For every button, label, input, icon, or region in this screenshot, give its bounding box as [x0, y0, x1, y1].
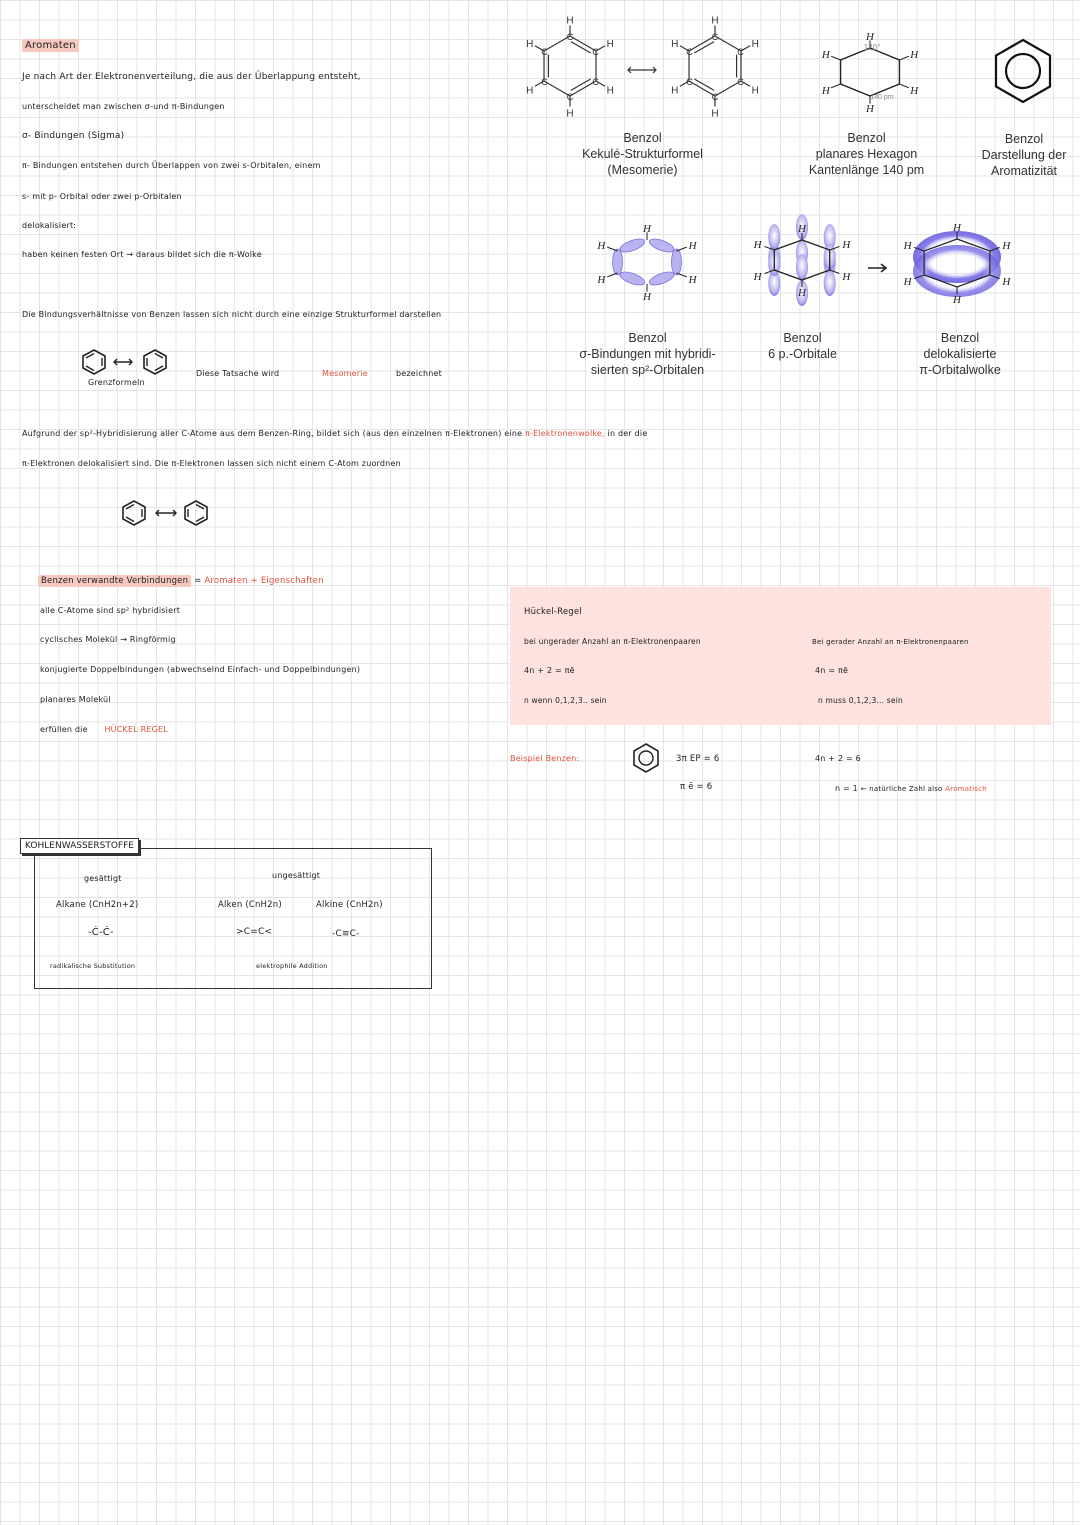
aromaticity-figure [990, 38, 1056, 104]
caption-kekule: Benzol Kekulé-Strukturformel (Mesomerie) [582, 131, 703, 177]
page-title: Aromaten [22, 40, 79, 52]
atom-h: H [842, 239, 851, 251]
atom-c: C [686, 77, 693, 87]
atom-h: H [671, 38, 679, 50]
huckel-title: Hückel-Regel [524, 607, 582, 617]
atom-h: H [688, 239, 697, 252]
note-line: haben keinen festen Ort → daraus bildet sich die π-Wolke [22, 250, 262, 259]
caption-porbitals: Benzol 6 p.-Orbitale [768, 331, 837, 361]
sigma-bond-figure [585, 212, 710, 312]
alkene-formula: Alken (CnH2n) [218, 900, 282, 910]
atom-h: H [671, 85, 679, 97]
p-orbital-lobe [796, 254, 808, 280]
atom-c: C [711, 32, 719, 42]
section-heading: Benzen verwandte Verbindungen = Aromaten + Eigenschaften [38, 575, 324, 587]
atom-c: C [737, 77, 744, 87]
mesomerie-term: Mesomerie [322, 369, 368, 378]
atom-h: H [842, 271, 851, 283]
ch-bond [899, 84, 908, 88]
length-label: 140 pm [870, 94, 894, 101]
atom-h: H [597, 239, 606, 252]
atom-h: H [903, 276, 912, 288]
bond [544, 36, 570, 51]
ch-bond [676, 273, 686, 277]
p-orbital-lobe [768, 224, 780, 250]
atom-c: C [566, 92, 574, 102]
atom-h: H [643, 222, 651, 235]
ch-bond [831, 84, 840, 88]
atom-h: H [821, 85, 830, 97]
double-bond [571, 79, 591, 90]
caption-aromaticity: Benzol Darstellung der Aromatizität [981, 132, 1067, 178]
ch-bond [899, 56, 908, 60]
atom-h: H [910, 49, 919, 61]
property-item: alle C-Atome sind sp² hybridisiert [40, 606, 181, 615]
double-bond [571, 42, 591, 53]
radical-substitution: radikalische Substitution [50, 962, 136, 970]
atom-h: H [753, 271, 762, 283]
beispiel-n: n = 1 ← natürliche Zahl also Aromatisch [835, 784, 987, 793]
atom-h: H [597, 274, 606, 287]
atom-h: H [866, 103, 874, 115]
huckel-even-formula: 4n = πē [815, 666, 849, 675]
benzene-resonance-sketch [118, 497, 213, 529]
sigma-orbital [613, 249, 623, 275]
beispiel-calc: 4n + 2 = 6 [815, 754, 861, 763]
atom-h: H [821, 49, 830, 61]
atom-c: C [686, 47, 693, 57]
property-item: konjugierte Doppelbindungen (abwechselnd Einfach- und Doppelbindungen) [40, 665, 361, 674]
caption-pi-cloud: Benzol delokalisierte π-Orbitalwolke [919, 331, 1001, 377]
grenzformeln-label: Grenzformeln [88, 378, 145, 387]
beispiel-ep: 3π EP = 6 [676, 754, 720, 764]
sigma-orbital [648, 236, 676, 254]
arrow-icon [868, 262, 890, 274]
planar-hexagon-figure [805, 20, 935, 120]
note-line: σ- Bindungen (Sigma) [22, 131, 125, 141]
huckel-even: Bei gerader Anzahl an π-Elektronenpaaren [812, 638, 969, 646]
atom-h: H [903, 240, 912, 252]
electrophilic-addition: elektrophile Addition [256, 962, 328, 970]
alkine-formula: Alkine (CnH2n) [316, 900, 383, 910]
note-line: Die Bindungsverhältnisse von Benzen lassen sich nicht durch eine einzige Strukturformel darstellen [22, 310, 442, 319]
note-line: π-Elektronen delokalisiert sind. Die π-Elektronen lassen sich nicht einem C-Atom zuordnen [22, 459, 401, 468]
note-line: Aufgrund der sp²-Hybridisierung aller C-Atome aus dem Benzen-Ring, bildet sich (aus den einzelnen π-Elektronen) eine π-Elektronenwolke, in der die [22, 429, 648, 438]
atom-h: H [526, 38, 534, 50]
sigma-orbital [618, 236, 646, 254]
caption-hexagon: Benzol planares Hexagon Kantenlänge 140 pm [808, 131, 925, 177]
atom-c: C [541, 47, 548, 57]
bezeichnet-text: bezeichnet [396, 369, 442, 378]
note-line: unterscheidet man zwischen σ-und π-Bindungen [22, 102, 225, 111]
alkene-structure: >C=C< [236, 927, 273, 937]
atom-h: H [566, 108, 574, 120]
ch-bond [607, 247, 617, 251]
atom-h: H [953, 222, 961, 234]
atom-c: C [711, 92, 719, 102]
double-bond [694, 79, 714, 90]
double-bond [694, 42, 714, 53]
note-line: Je nach Art der Elektronenverteilung, die aus der Überlappung entsteht, [22, 72, 361, 82]
kekule-structure-figure [510, 8, 780, 133]
huckel-odd-n: n wenn 0,1,2,3.. sein [524, 696, 607, 705]
caption-sigma: Benzol σ-Bindungen mit hybridi- sierten sp²-Orbitalen [579, 331, 716, 377]
atom-h: H [798, 223, 806, 235]
atom-h: H [711, 15, 719, 27]
property-item: erfüllen die HÜCKEL REGEL [40, 725, 168, 734]
pi-cloud-figure [895, 218, 1025, 318]
atom-h: H [753, 239, 762, 251]
benzene-example-icon [630, 742, 662, 774]
property-item: planares Molekül [40, 695, 111, 704]
p-orbital-lobe [824, 270, 836, 296]
hydrocarbons-title: KOHLENWASSERSTOFFE [20, 838, 139, 854]
atom-h: H [1002, 276, 1011, 288]
saturated-label: gesättigt [84, 874, 122, 883]
tatsache-text: Diese Tatsache wird [196, 369, 280, 378]
alkane-formula: Alkane (CnH2n+2) [56, 900, 139, 910]
sigma-orbital [648, 269, 676, 287]
ch-bond [831, 56, 840, 60]
p-orbital-figure [740, 205, 870, 315]
atom-h: H [606, 85, 614, 97]
ch-bond [676, 247, 686, 251]
angle-label: 120° [863, 43, 881, 52]
atom-c: C [592, 47, 599, 57]
beispiel-label: Beispiel Benzen: [510, 754, 580, 763]
atom-h: H [953, 294, 961, 306]
atom-h: H [606, 38, 614, 50]
atom-c: C [592, 77, 599, 87]
atom-c: C [737, 47, 744, 57]
sigma-orbital [618, 269, 646, 287]
unsaturated-label: ungesättigt [272, 871, 321, 880]
atom-h: H [566, 15, 574, 27]
sigma-orbital [671, 249, 681, 275]
atom-h: H [751, 85, 759, 97]
alkane-structure: -Ċ-Ċ- [88, 927, 114, 938]
atom-h: H [711, 108, 719, 120]
resonance-formulas [78, 346, 173, 378]
ch-bond [607, 273, 617, 277]
atom-h: H [1002, 240, 1011, 252]
property-item: cyclisches Molekül → Ringförmig [40, 635, 176, 644]
atom-h: H [751, 38, 759, 50]
alkine-structure: -C≡C- [332, 929, 360, 939]
atom-h: H [866, 31, 874, 43]
hexagon [841, 48, 900, 96]
huckel-even-n: n muss 0,1,2,3... sein [818, 696, 903, 705]
atom-h: H [643, 291, 651, 304]
huckel-odd: bei ungerader Anzahl an π-Elektronenpaaren [524, 637, 701, 646]
note-line: delokalisiert: [22, 221, 77, 230]
beispiel-pie: π ē = 6 [680, 782, 713, 792]
huckel-odd-formula: 4n + 2 = πē [524, 666, 575, 675]
atom-h: H [526, 85, 534, 97]
atom-c: C [541, 77, 548, 87]
note-line: π- Bindungen entstehen durch Überlappen von zwei s-Orbitalen, einem [22, 161, 321, 170]
note-line: s- mit p- Orbital oder zwei p-Orbitalen [22, 192, 182, 201]
atom-h: H [910, 85, 919, 97]
atom-h: H [688, 274, 697, 287]
atom-h: H [798, 287, 806, 299]
atom-c: C [566, 32, 574, 42]
